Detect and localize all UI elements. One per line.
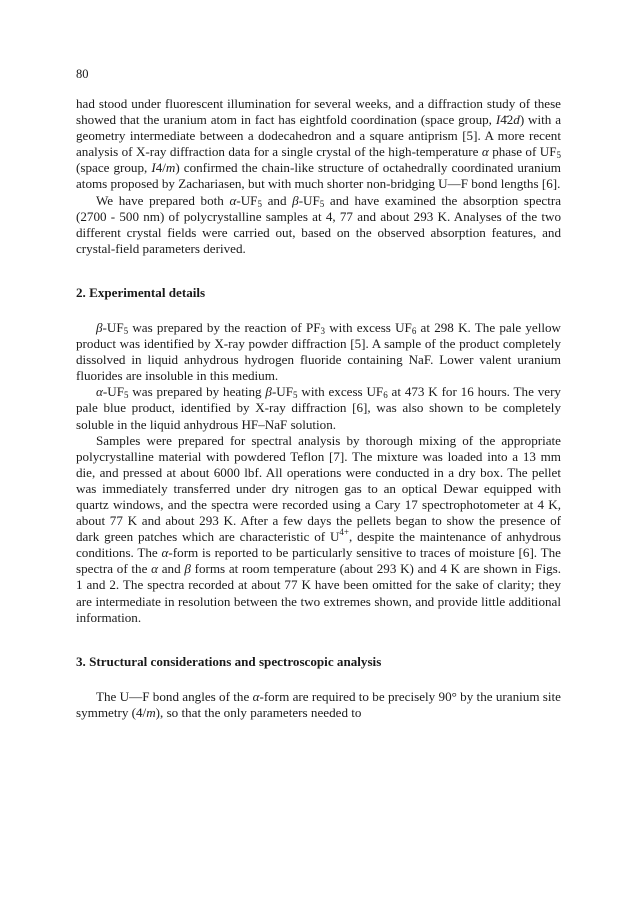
paragraph: had stood under fluorescent illumination for several weeks, and a diffraction study of these showed that the uranium atom in fact has eightfold coordination (space group, I4̄2d) with a geometry intermediate between a dodecahedron and a square antiprism [5]. A more recent analysis of X-ray diffraction data for a single crystal of the high-temperature α phase of $UF_5$ (space group, I4/m) confirmed the chain-like structure of octahedrally coordinated uranium atoms proposed by Zachariasen, but with much shorter non-bridging U—F bond lengths [6]. bbox=[76, 96, 562, 192]
section-heading: 3. Structural considerations and spectroscopic analysis bbox=[76, 653, 382, 669]
paragraph: The U—F bond angles of the α-form are required to be precisely 90° by the uranium site symmetry (4/m), so that the only parameters needed to bbox=[76, 688, 561, 720]
italic-run: α bbox=[151, 561, 158, 577]
page-number: 80 bbox=[76, 67, 89, 81]
italic-run: β bbox=[265, 384, 272, 400]
paragraph: We have prepared both $\alpha-UF_5$ and $\beta-UF_5$ and have examined the absorption spectra (2700 - 500 nm) of polycrystalline samples at 4, 77 and about 293 K. Analyses of the two different crystal fields were carried out, based on the observed absorption features, and crystal-field parameters derived. bbox=[76, 192, 562, 256]
italic-run: α bbox=[161, 545, 169, 561]
italic-run: d bbox=[513, 112, 520, 128]
italic-run: I bbox=[495, 112, 501, 128]
subscript: 5 bbox=[319, 198, 325, 209]
italic-run: m bbox=[146, 704, 156, 720]
section-heading: 2. Experimental details bbox=[76, 284, 206, 300]
italic-run: β bbox=[184, 561, 191, 577]
subscript: 6 bbox=[383, 390, 388, 401]
subscript: 5 bbox=[257, 198, 262, 209]
italic-run: α bbox=[481, 144, 489, 160]
subscript: 5 bbox=[123, 390, 129, 401]
italic-run: β bbox=[292, 192, 299, 208]
italic-run: m bbox=[165, 160, 176, 176]
subscript: 6 bbox=[411, 325, 417, 336]
superscript: 4+ bbox=[339, 527, 349, 538]
italic-run: α bbox=[252, 688, 260, 704]
subscript: 5 bbox=[293, 390, 298, 401]
italic-run: I bbox=[151, 160, 156, 176]
paragraph: Samples were prepared for spectral analysis by thorough mixing of the appropriate polycrystalline material with powdered Teflon [7]. The mixture was loaded into a 13 mm die, and pressed at about 6000 lbf. All operations were conducted in a dry box. The pellet was immediately transferred under dry nitrogen gas to an optical Dewar equipped with quartz windows, and the spectra were recorded using a Cary 17 spectrophotometer at 4 K, about 77 K and about 293 K. After a few days the pellets began to show the presence of dark green patches which are characteristic of $U^{4+}$, despite the maintenance of anhydrous conditions. The α-form is reported to be particularly sensitive to traces of moisture [6]. The spectra of the α and β forms at room temperature (about 293 K) and 4 K are shown in Figs. 1 and 2. The spectra recorded at about 77 K have been omitted for the sake of clarity; they are intermediate in resolution between the two extremes shown, and provide little additional information. bbox=[76, 432, 562, 625]
subscript: 3 bbox=[320, 325, 326, 336]
subscript: 5 bbox=[556, 150, 562, 161]
subscript: 5 bbox=[123, 325, 129, 336]
paragraph: $\beta-UF_5$ was prepared by the reaction of $PF_3$ with excess $UF_6$ at 298 K. The pale yellow product was identified by X-ray powder diffraction [5]. A sample of the product completely dissolved in liquid anhydrous hydrogen fluoride containing NaF. Lower valent uranium fluorides are insoluble in this medium. bbox=[76, 319, 561, 384]
italic-run: β bbox=[96, 319, 103, 335]
italic-run: α bbox=[96, 384, 103, 400]
article-body bbox=[76, 96, 561, 721]
italic-run: α bbox=[229, 192, 237, 208]
paragraph: $\alpha-UF_5$ was prepared by heating $\beta-UF_5$ with excess $UF_6$ at 473 K for 16 hours. The very pale blue product, identified by X-ray diffraction [6], was also shown to be completely soluble in the liquid anhydrous HF–NaF solution. bbox=[76, 384, 561, 432]
